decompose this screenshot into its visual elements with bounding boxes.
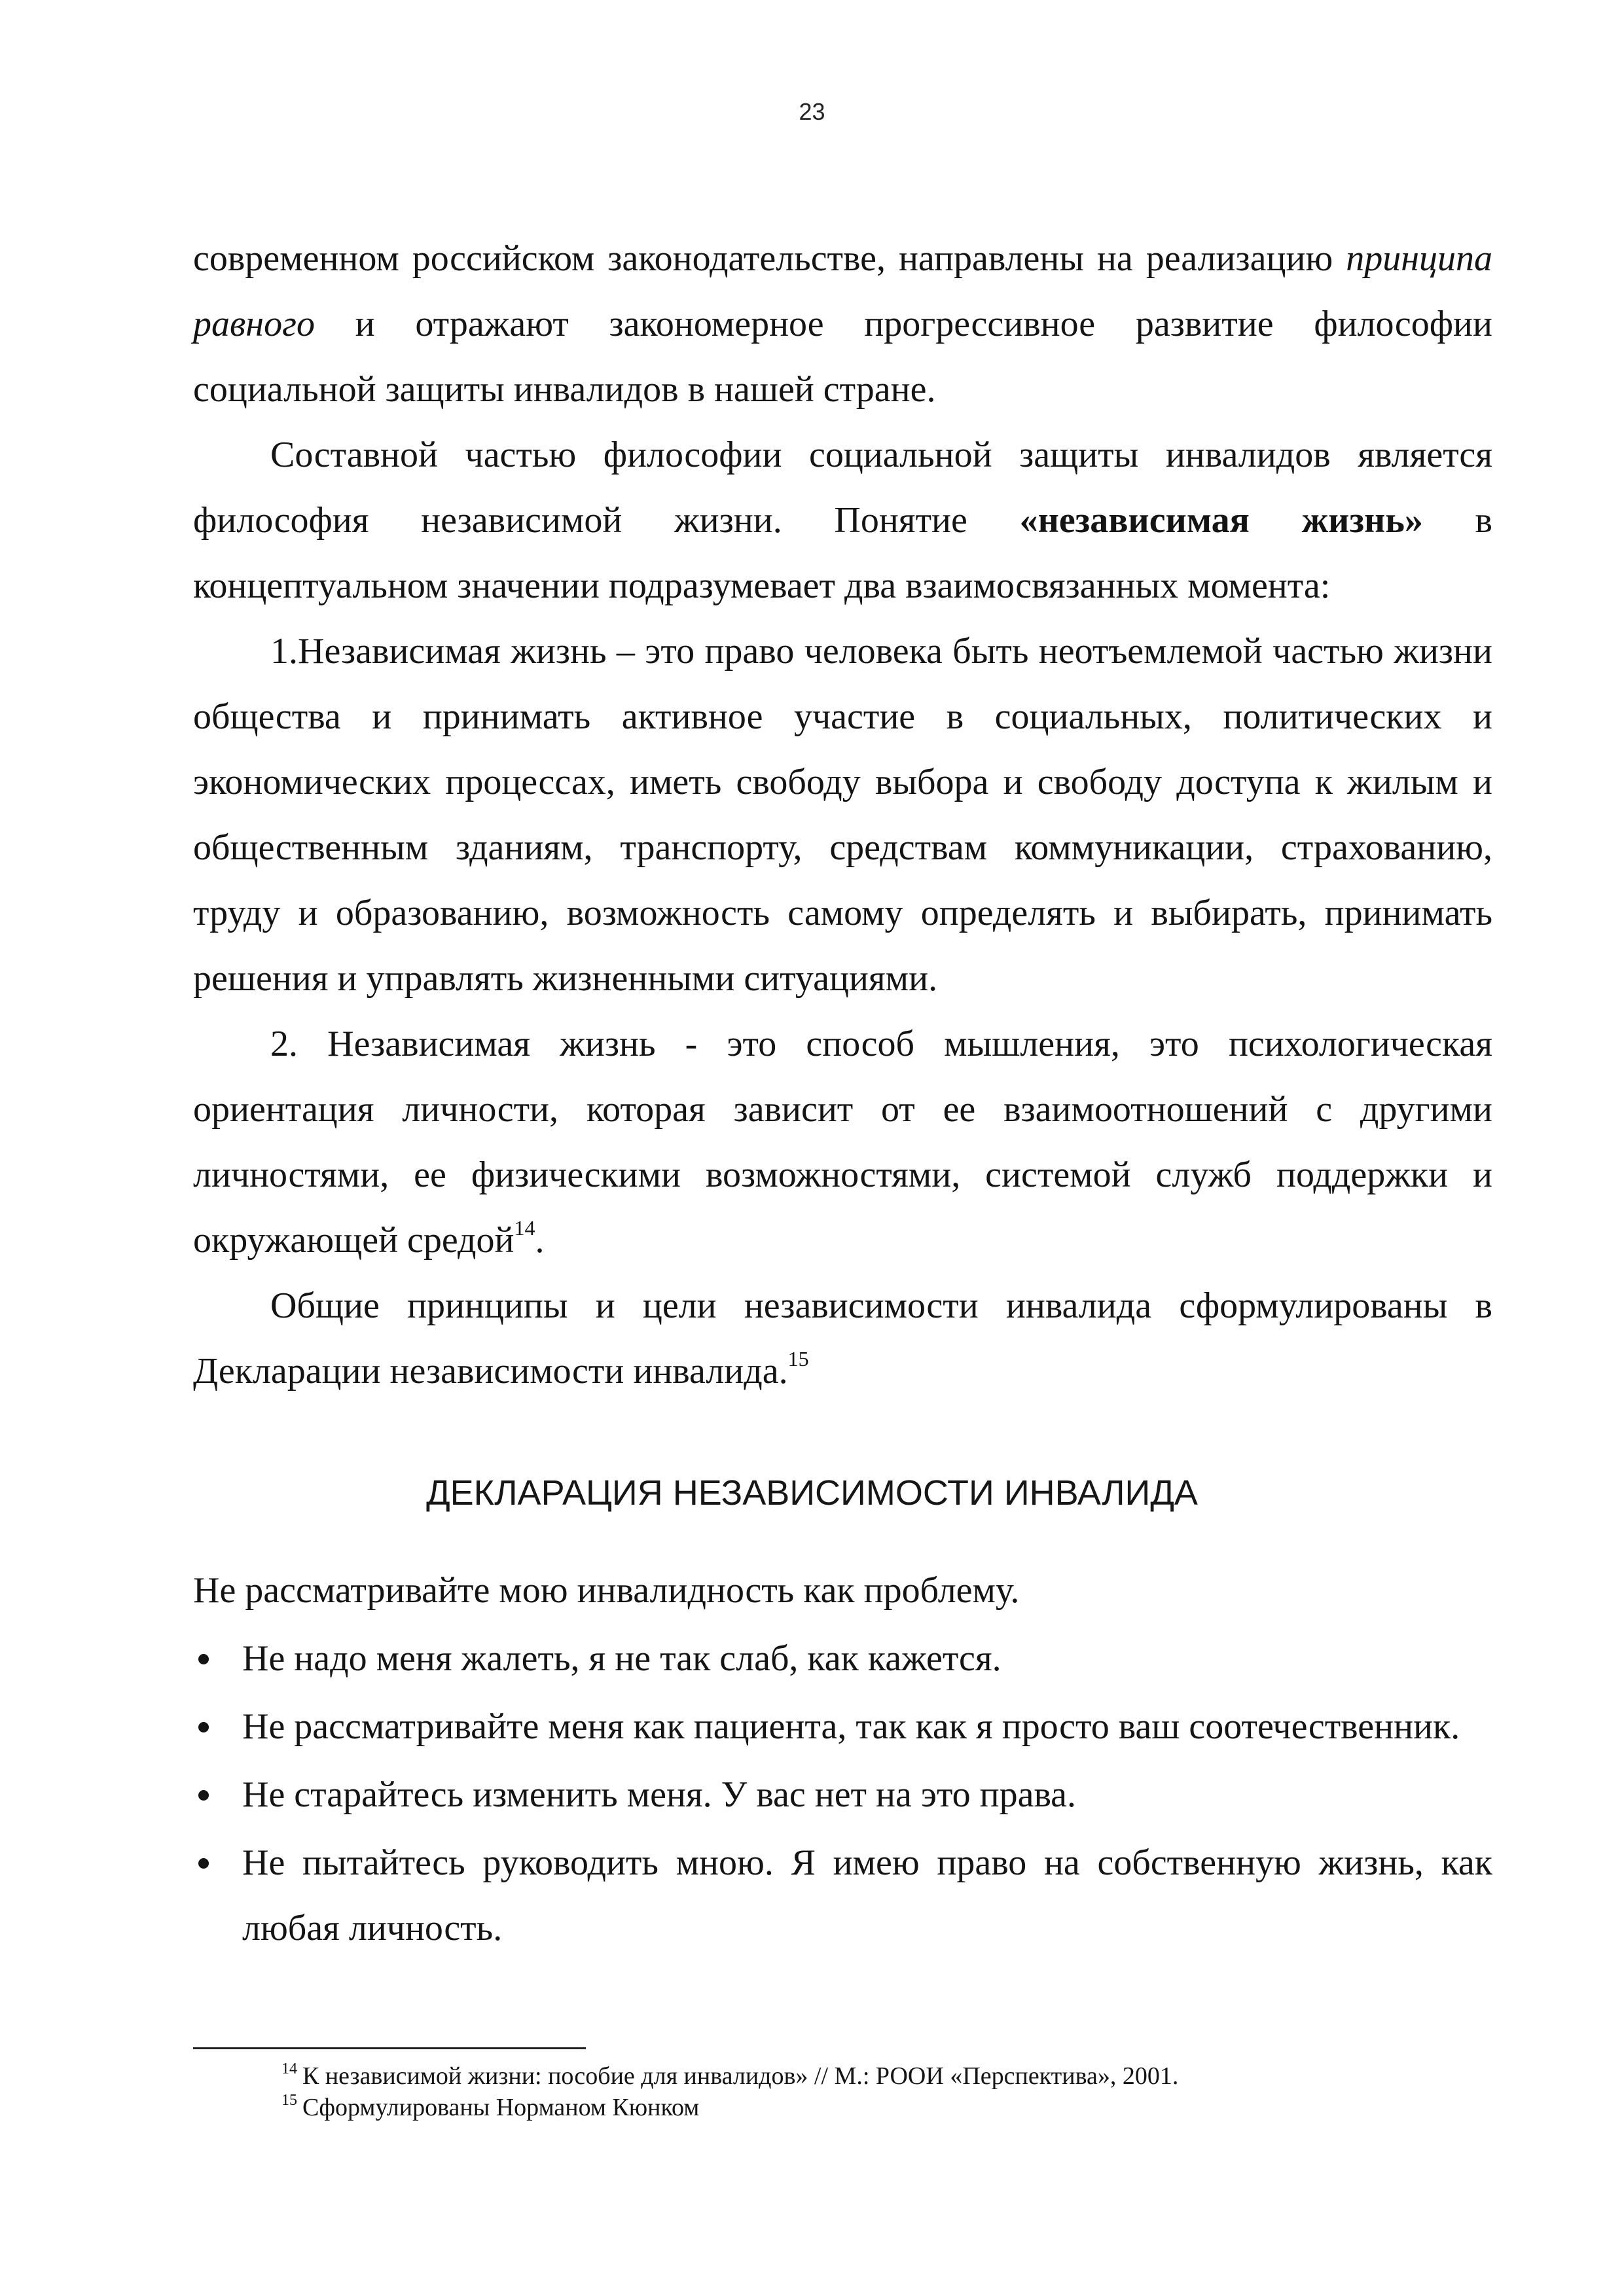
list-item	[193, 1694, 1492, 1759]
bullet-icon	[198, 1722, 209, 1732]
list-item	[193, 1626, 1492, 1691]
footnote-15	[281, 2092, 1460, 2123]
footnote-14	[281, 2060, 1460, 2092]
paragraph-4	[193, 1011, 1492, 1273]
paragraph-2	[193, 422, 1492, 619]
paragraph-2-bold-term: «независимая жизнь»	[1019, 500, 1423, 541]
paragraph-4-end: .	[535, 1220, 545, 1261]
bullet-icon	[198, 1858, 209, 1869]
declaration-list	[193, 1626, 1492, 1961]
body-text	[193, 226, 1492, 1404]
list-item	[193, 1830, 1492, 1961]
paragraph-1	[193, 226, 1492, 422]
paragraph-5	[193, 1273, 1492, 1404]
paragraph-3-text: 1.Независимая жизнь – это право человека быть неотъемлемой частью жизни общества и принимать активное участие в социальных, политических и экономических процессах, иметь свободу выбора и свободу доступа к жилым и общественным зданиям, транспорту, средствам коммуникации, страхованию, труду и образованию, возможность самому определять и выбирать, принимать решения и управлять жизненными ситуациями.	[193, 631, 1492, 999]
footnote-ref-15: 15	[787, 1347, 809, 1371]
bullet-icon	[198, 1790, 209, 1801]
footnote-number: 15	[281, 2092, 297, 2109]
paragraph-2-text-a: Составной частью философии социальной защиты инвалидов является философия независимой жизни. Понятие	[193, 435, 1492, 541]
paragraph-1-text-b: и отражают закономерное прогрессивное развитие философии социальной защиты инвалидов в нашей стране.	[193, 304, 1492, 410]
paragraph-5-text: Общие принципы и цели независимости инвалида сформулированы в Декларации независимости инвалида.	[193, 1285, 1492, 1391]
paragraph-3	[193, 619, 1492, 1011]
declaration-body	[193, 1558, 1492, 1964]
declaration-intro: Не рассматривайте мою инвалидность как проблему.	[193, 1570, 1020, 1611]
paragraph-1-italic: принципа равного	[193, 238, 1492, 344]
footnote-number: 14	[281, 2060, 297, 2077]
bullet-icon	[198, 1654, 209, 1664]
list-item	[193, 1762, 1492, 1827]
footnote-separator	[193, 2047, 586, 2049]
list-item-text: Не пытайтесь руководить мною. Я имею право на собственную жизнь, как любая личность.	[242, 1842, 1492, 1948]
list-item-text: Не рассматривайте меня как пациента, так как я просто ваш соотечественник.	[242, 1706, 1460, 1747]
list-item-text: Не старайтесь изменить меня. У вас нет на это права.	[242, 1774, 1076, 1815]
footnotes	[281, 2060, 1460, 2123]
footnote-ref-14: 14	[514, 1216, 535, 1240]
paragraph-1-text-a: современном российском законодательстве, направлены на реализацию	[193, 238, 1346, 279]
paragraph-4-text: 2. Независимая жизнь - это способ мышления, это психологическая ориентация личности, которая зависит от ее взаимоотношений с другими личностями, ее физическими возможностями, системой служб поддержки и окружающей средой	[193, 1024, 1492, 1261]
list-item-text: Не надо меня жалеть, я не так слаб, как кажется.	[242, 1638, 1001, 1679]
paragraph-2-text-b: в концептуальном значении подразумевает два взаимосвязанных момента:	[193, 500, 1492, 606]
page-number: 23	[799, 98, 825, 125]
footnote-text: Сформулированы Норманом Кюнком	[302, 2094, 700, 2121]
footnote-text: К независимой жизни: пособие для инвалидов» // М.: РООИ «Перспектива», 2001.	[302, 2062, 1179, 2090]
declaration-heading: ДЕКЛАРАЦИЯ НЕЗАВИСИМОСТИ ИНВАЛИДА	[426, 1473, 1198, 1513]
